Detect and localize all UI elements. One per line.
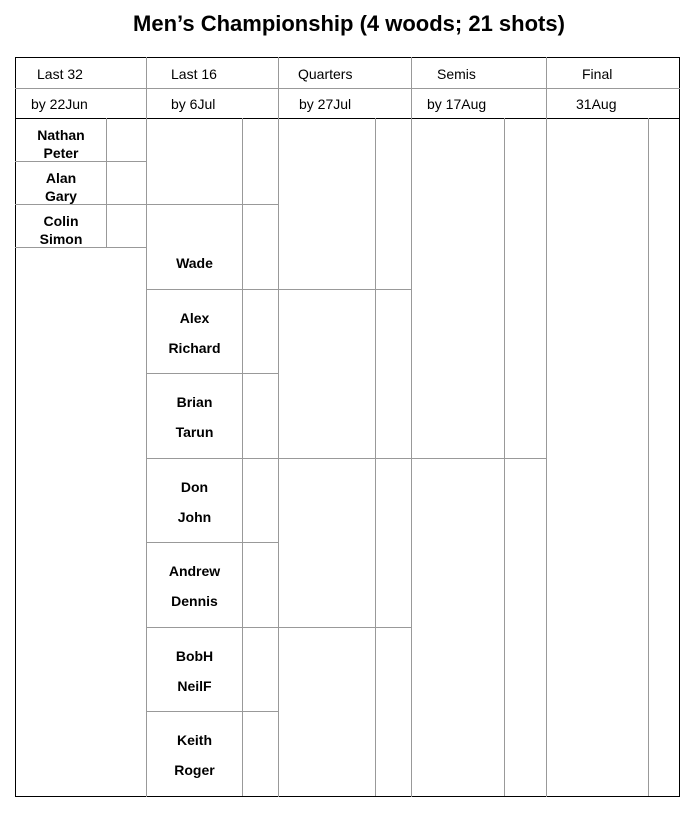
round-name-semis: Semis [437, 66, 476, 82]
player-name: Nathan [37, 127, 85, 143]
player-name [147, 218, 242, 248]
player-name: Alex [179, 310, 210, 326]
row-divider [146, 458, 278, 459]
last16-match [147, 556, 242, 616]
grid-top-border [15, 57, 680, 58]
header-bottom-border [15, 118, 680, 119]
player-name: Peter [43, 145, 79, 161]
player-name: John [177, 509, 212, 525]
player-name: Wade [176, 255, 213, 271]
last32-match [16, 212, 106, 248]
row-divider [411, 458, 546, 459]
round-name-final: Final [582, 66, 613, 82]
player-name: Brian [176, 394, 213, 410]
player-name: Keith [177, 732, 212, 748]
player-name: Gary [45, 188, 77, 204]
player-name: Roger [174, 762, 215, 778]
last32-match [16, 169, 106, 205]
round-deadline-semis: by 17Aug [427, 96, 487, 112]
column-divider [411, 57, 412, 797]
grid-bottom-border [15, 796, 680, 797]
player-name: Don [180, 479, 209, 495]
last16-match [147, 387, 242, 447]
grid-right-border [679, 57, 680, 797]
player-name: Colin [43, 213, 79, 229]
score-column-divider [375, 118, 376, 796]
score-column-divider [106, 118, 107, 247]
last16-match [147, 218, 242, 278]
player-name: BobH [175, 648, 214, 664]
row-divider [278, 458, 411, 459]
last32-match [16, 126, 106, 162]
row-divider [146, 627, 278, 628]
row-divider [146, 542, 278, 543]
round-deadline-last-32: by 22Jun [31, 96, 88, 112]
round-name-last-16: Last 16 [171, 66, 217, 82]
player-name: Dennis [171, 593, 218, 609]
header-divider [15, 88, 680, 89]
round-deadline-last-16: by 6Jul [171, 96, 216, 112]
row-divider [146, 373, 278, 374]
last16-match [147, 725, 242, 785]
player-name: Alan [45, 170, 77, 186]
score-column-divider [648, 118, 649, 796]
player-name: Andrew [168, 563, 221, 579]
score-column-divider [242, 118, 243, 796]
player-name: Tarun [175, 424, 214, 440]
last16-match [147, 303, 242, 363]
row-divider [278, 627, 411, 628]
player-name: Simon [39, 231, 83, 247]
round-deadline-final: 31Aug [576, 96, 617, 112]
row-divider [146, 204, 278, 205]
row-divider [146, 711, 278, 712]
row-divider [278, 289, 411, 290]
column-divider [278, 57, 279, 797]
player-name: Richard [168, 340, 221, 356]
row-divider [146, 289, 278, 290]
grid-left-border [15, 57, 16, 797]
column-divider [546, 57, 547, 797]
score-column-divider [504, 118, 505, 796]
round-name-last-32: Last 32 [37, 66, 83, 82]
last16-match [147, 472, 242, 532]
last16-match [147, 641, 242, 701]
round-deadline-quarters: by 27Jul [299, 96, 352, 112]
round-name-quarters: Quarters [298, 66, 353, 82]
player-name: NeilF [177, 678, 212, 694]
page-title: Men’s Championship (4 woods; 21 shots) [133, 11, 565, 36]
